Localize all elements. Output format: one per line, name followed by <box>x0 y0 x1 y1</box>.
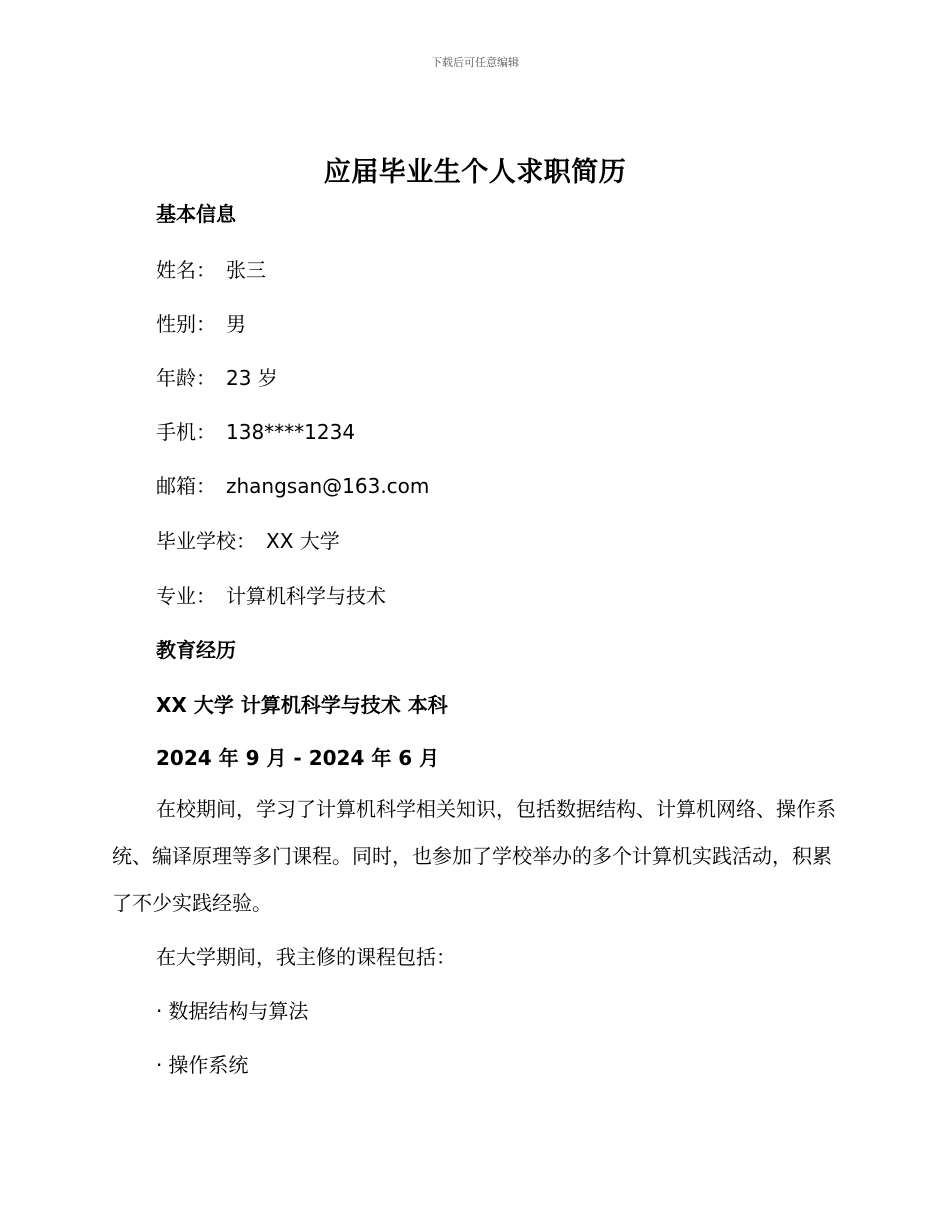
list-item <box>156 1049 248 1078</box>
major-label: 专业： <box>156 584 216 608</box>
phone-label: 手机： <box>156 420 216 444</box>
email-value: zhangsan@163.com <box>226 474 430 498</box>
name-value: 张三 <box>226 258 266 282</box>
education-period: 2024 年 9 月 - 2024 年 6 月 <box>156 746 440 770</box>
school-value: XX 大学 <box>266 529 340 553</box>
email-row <box>156 470 429 499</box>
education-heading: 教育经历 <box>156 638 236 662</box>
gender-label: 性别： <box>156 312 216 336</box>
gender-value: 男 <box>226 312 246 336</box>
gender-row <box>156 308 246 337</box>
email-label: 邮箱： <box>156 474 216 498</box>
age-row <box>156 362 278 391</box>
school-label: 毕业学校： <box>156 529 256 553</box>
phone-value: 138****1234 <box>226 420 356 444</box>
degree-line: XX 大学 计算机科学与技术 本科 <box>156 693 448 717</box>
bullet-icon: · <box>156 1053 163 1077</box>
age-label: 年龄： <box>156 366 216 390</box>
basic-info-heading: 基本信息 <box>156 202 236 226</box>
phone-row <box>156 416 355 445</box>
major-value: 计算机科学与技术 <box>226 584 386 608</box>
age-value: 23 岁 <box>226 366 278 390</box>
course-name: 数据结构与算法 <box>168 999 309 1023</box>
bullet-icon: · <box>156 999 163 1023</box>
course-name: 操作系统 <box>168 1053 249 1077</box>
list-item <box>156 995 308 1024</box>
name-row <box>156 254 266 283</box>
school-row <box>156 525 340 554</box>
education-description: 在校期间，学习了计算机科学相关知识，包括数据结构、计算机网络、操作系统、编译原理等多门课程。同时，也参加了学校举办的多个计算机实践活动，积累了不少实践经验。 <box>112 797 836 915</box>
resume-title: 应届毕业生个人求职简历 <box>323 157 627 188</box>
page-header-note: 下载后可任意编辑 <box>431 56 519 69</box>
name-label: 姓名： <box>156 258 216 282</box>
major-row <box>156 580 386 609</box>
courses-intro: 在大学期间，我主修的课程包括： <box>156 945 456 969</box>
